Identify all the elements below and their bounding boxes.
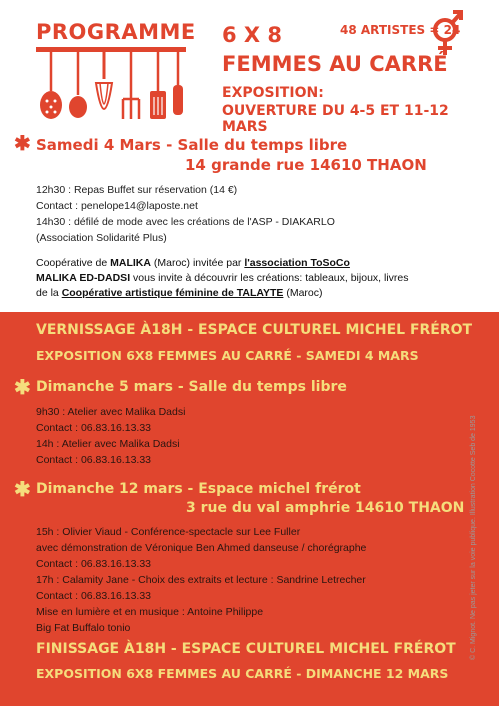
dimanche12-address: 3 rue du val amphrie 14610 THAON (186, 500, 465, 516)
vernissage-line1: VERNISSAGE À18H - ESPACE CULTUREL MICHEL FRÉROT (36, 322, 473, 338)
coop-text: (Maroc) (283, 287, 323, 299)
coop-text: (Maroc) invitée par (150, 257, 245, 269)
schedule-line: 14h30 : défilé de mode avec les créations de l'ASP - DIAKARLO (36, 216, 335, 228)
schedule-line: 12h30 : Repas Buffet sur réservation (14 €) (36, 184, 238, 196)
coop-malika: MALIKA (110, 257, 151, 269)
kitchen-utensils-icon (36, 45, 186, 123)
schedule-line: Mise en lumière et en musique : Antoine Philippe (36, 606, 264, 618)
vernissage-line2: EXPOSITION 6X8 FEMMES AU CARRÉ - SAMEDI 4 MARS (36, 348, 419, 363)
schedule-line: Contact : 06.83.16.13.33 (36, 590, 152, 602)
schedule-line: Contact : 06.83.16.13.33 (36, 558, 152, 570)
schedule-line: avec démonstration de Véronique Ben Ahmed danseuse / chorégraphe (36, 542, 367, 554)
samedi-address: 14 grande rue 14610 THAON (185, 156, 427, 174)
coop-association: l'association ToSoCo (244, 257, 350, 269)
dimanche12-schedule (36, 524, 366, 636)
dimanche12-title: Dimanche 12 mars - Espace michel frérot (36, 481, 361, 497)
samedi-title: Samedi 4 Mars - Salle du temps libre (36, 136, 348, 154)
exposition-dates: OUVERTURE DU 4-5 ET 11-12 MARS (222, 103, 449, 135)
schedule-line: 15h : Olivier Viaud - Conférence-spectacle sur Lee Fuller (36, 526, 301, 538)
cooperative-text (36, 256, 476, 301)
gender-symbol-icon (428, 8, 464, 58)
schedule-line: Big Fat Buffalo tonio (36, 622, 131, 634)
schedule-line: 14h : Atelier avec Malika Dadsi (36, 438, 180, 450)
exposition-label: EXPOSITION: (222, 85, 324, 101)
dimanche5-schedule (36, 404, 185, 468)
schedule-line: Contact : penelope14@laposte.net (36, 200, 198, 212)
schedule-line: 9h30 : Atelier avec Malika Dadsi (36, 406, 186, 418)
credit-text: © C. Mignot. Ne pas jeter sur la voie publique. Illustration Cocotte Seb de 1953 (470, 415, 477, 660)
asterisk-icon: ✱ (14, 377, 31, 399)
finissage-line1: FINISSAGE À18H - ESPACE CULTUREL MICHEL FRÉROT (36, 641, 456, 657)
coop-malika-ed-dadsi: MALIKA ED-DADSI (36, 272, 131, 284)
programme-heading: PROGRAMME (36, 20, 196, 44)
coop-talayte: Coopérative artistique féminine de TALAYTE (61, 287, 284, 299)
schedule-line: (Association Solidarité Plus) (36, 232, 167, 244)
title-femmes-au-carre: FEMMES AU CARRÉ (222, 52, 448, 76)
asterisk-icon: ✱ (14, 479, 31, 501)
asterisk-icon: ✱ (14, 133, 31, 155)
title-6x8: 6 X 8 (222, 23, 283, 47)
dimanche5-title: Dimanche 5 mars - Salle du temps libre (36, 379, 347, 395)
schedule-line: Contact : 06.83.16.13.33 (36, 454, 152, 466)
coop-text: Coopérative de (36, 257, 111, 269)
coop-text: de la (36, 287, 62, 299)
schedule-line: Contact : 06.83.16.13.33 (36, 422, 152, 434)
finissage-line2: EXPOSITION 6X8 FEMMES AU CARRÉ - DIMANCHE 12 MARS (36, 666, 449, 681)
schedule-line: 17h : Calamity Jane - Choix des extraits et lecture : Sandrine Letrecher (36, 574, 366, 586)
coop-text: vous invite à découvrir les créations: tableaux, bijoux, livres (130, 272, 409, 284)
artists-count: 48 ARTISTES = 24 (340, 23, 461, 37)
samedi-schedule (36, 182, 456, 246)
